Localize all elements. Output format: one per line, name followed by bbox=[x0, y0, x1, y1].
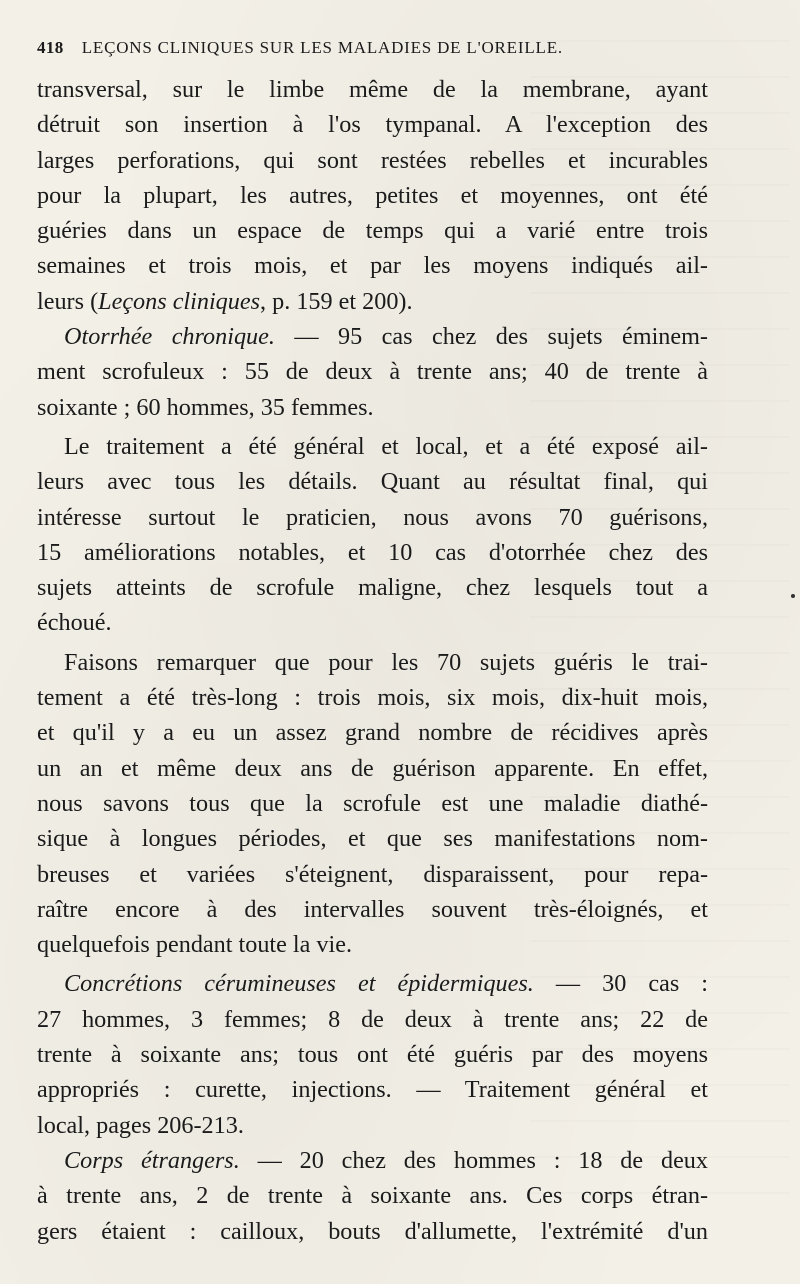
text-segment: appropriés : curette, injections. — Traitement général et bbox=[37, 1076, 708, 1104]
text-line bbox=[37, 645, 708, 680]
text-segment: local, pages 206-213. bbox=[37, 1111, 244, 1139]
text-segment: Le traitement a été général et local, et a été exposé ail- bbox=[64, 432, 708, 460]
text-segment: échoué. bbox=[37, 609, 112, 637]
text-line bbox=[37, 751, 708, 786]
italic-heading: Corps étrangers. bbox=[64, 1146, 240, 1174]
running-header bbox=[37, 36, 737, 60]
text-segment: nous savons tous que la scrofule est une maladie diathé- bbox=[37, 789, 708, 817]
margin-speck bbox=[791, 594, 795, 598]
text-line bbox=[37, 72, 708, 107]
text-segment: un an et même deux ans de guérison apparente. En effet, bbox=[37, 754, 708, 782]
text-segment: 27 hommes, 3 femmes; 8 de deux à trente ans; 22 de bbox=[37, 1005, 708, 1033]
text-segment: larges perforations, qui sont restées rebelles et incurables bbox=[37, 146, 708, 174]
text-line bbox=[37, 680, 708, 715]
text-line bbox=[37, 786, 708, 821]
text-segment: sique à longues périodes, et que ses manifestations nom- bbox=[37, 825, 708, 853]
text-line bbox=[37, 966, 708, 1001]
text-segment: gers étaient : cailloux, bouts d'allumette, l'extrémité d'un bbox=[37, 1217, 708, 1245]
text-segment: et qu'il y a eu un assez grand nombre de récidives après bbox=[37, 719, 708, 747]
text-line bbox=[37, 892, 708, 927]
text-line bbox=[37, 1214, 708, 1249]
text-segment: breuses et variées s'éteignent, disparaissent, pour repa- bbox=[37, 860, 708, 888]
text-line bbox=[37, 1072, 708, 1107]
text-segment: , p. 159 et 200). bbox=[260, 287, 413, 315]
text-segment: ment scrofuleux : 55 de deux à trente ans; 40 de trente à bbox=[37, 358, 708, 386]
text-segment: tement a été très-long : trois mois, six mois, dix-huit mois, bbox=[37, 684, 708, 712]
text-segment: pour la plupart, les autres, petites et moyennes, ont été bbox=[37, 181, 708, 209]
text-line bbox=[37, 354, 708, 389]
text-segment: raître encore à des intervalles souvent très-éloignés, et bbox=[37, 895, 708, 923]
running-title: LEÇONS CLINIQUES SUR LES MALADIES DE L'OREILLE. bbox=[81, 38, 563, 57]
text-segment: — 20 chez des hommes : 18 de deux bbox=[239, 1146, 708, 1174]
text-line bbox=[37, 570, 708, 605]
text-segment: semaines et trois mois, et par les moyens indiqués ail- bbox=[37, 252, 708, 280]
italic-heading: Leçons cliniques bbox=[98, 287, 261, 315]
text-line bbox=[37, 1037, 708, 1072]
text-line bbox=[37, 857, 708, 892]
text-segment: guéries dans un espace de temps qui a varié entre trois bbox=[37, 217, 708, 245]
text-line bbox=[37, 715, 708, 750]
page-number: 418 bbox=[37, 38, 64, 57]
text-line bbox=[37, 464, 708, 499]
text-segment: leurs ( bbox=[37, 287, 99, 315]
text-line bbox=[37, 605, 708, 640]
text-line bbox=[37, 213, 708, 248]
text-line bbox=[37, 500, 708, 535]
text-segment: détruit son insertion à l'os tympanal. A l'exception des bbox=[37, 111, 708, 139]
text-line bbox=[37, 535, 708, 570]
text-segment: sujets atteints de scrofule maligne, chez lesquels tout a bbox=[37, 574, 708, 602]
text-segment: Faisons remarquer que pour les 70 sujets guéris le trai- bbox=[64, 648, 708, 676]
text-segment: — 95 cas chez des sujets éminem- bbox=[274, 323, 708, 351]
text-segment: transversal, sur le limbe même de la membrane, ayant bbox=[37, 76, 708, 103]
text-line bbox=[37, 390, 708, 425]
text-line bbox=[37, 178, 708, 213]
text-segment: quelquefois pendant toute la vie. bbox=[37, 931, 353, 959]
text-line bbox=[37, 429, 708, 464]
text-line bbox=[37, 248, 708, 283]
text-line bbox=[37, 927, 708, 962]
text-line bbox=[37, 319, 708, 354]
italic-heading: Otorrhée chronique. bbox=[64, 323, 275, 351]
text-line bbox=[37, 284, 708, 319]
text-segment: à trente ans, 2 de trente à soixante ans. Ces corps étran- bbox=[37, 1182, 708, 1210]
text-line bbox=[37, 1108, 708, 1143]
text-line bbox=[37, 1178, 708, 1213]
text-segment: intéresse surtout le praticien, nous avons 70 guérisons, bbox=[37, 503, 708, 531]
text-line bbox=[37, 1002, 708, 1037]
text-line bbox=[37, 1143, 708, 1178]
text-line bbox=[37, 107, 708, 142]
text-line bbox=[37, 821, 708, 856]
text-segment: 15 améliorations notables, et 10 cas d'otorrhée chez des bbox=[37, 538, 708, 566]
text-segment: soixante ; 60 hommes, 35 femmes. bbox=[37, 393, 374, 421]
text-segment: — 30 cas : bbox=[533, 970, 708, 998]
body-text bbox=[37, 72, 708, 1249]
text-line bbox=[37, 143, 708, 178]
text-segment: trente à soixante ans; tous ont été guéris par des moyens bbox=[37, 1041, 708, 1069]
text-segment: leurs avec tous les détails. Quant au résultat final, qui bbox=[37, 468, 708, 496]
italic-heading: Concrétions cérumineuses et épidermiques. bbox=[64, 970, 534, 998]
